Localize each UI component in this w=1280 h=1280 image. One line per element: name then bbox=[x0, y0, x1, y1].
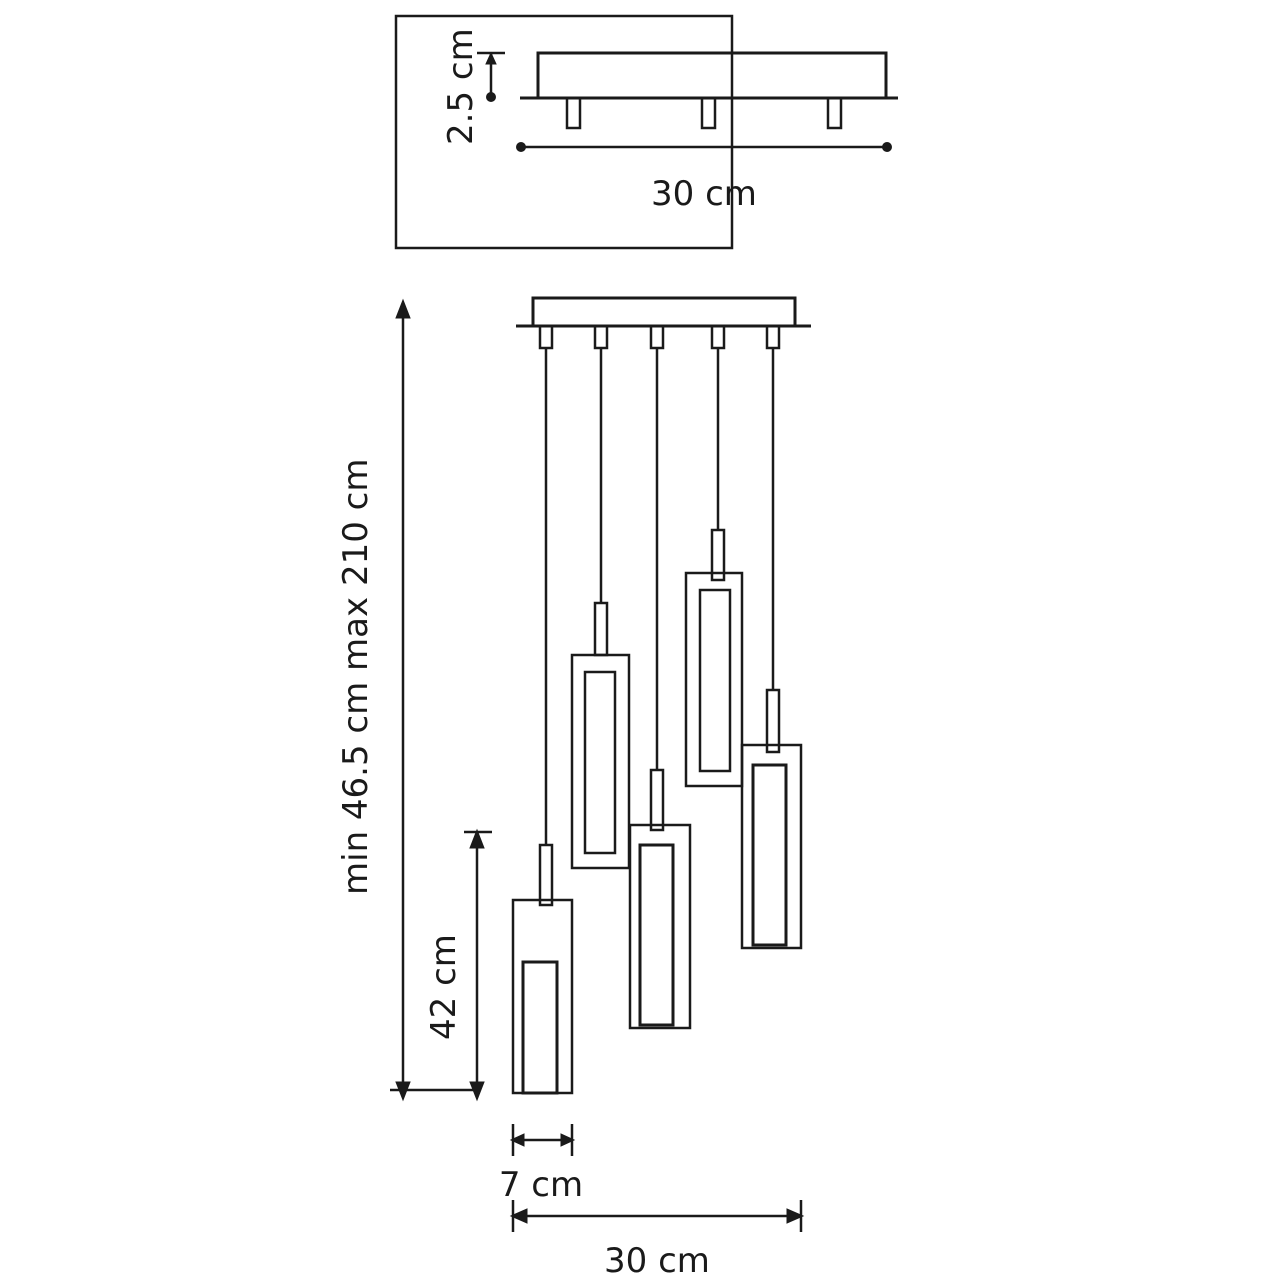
pendant-3-inner-shade bbox=[640, 845, 673, 1025]
pendant-3 bbox=[630, 348, 690, 1028]
pendant-2-inner-shade bbox=[585, 672, 615, 853]
pendant-1-stem bbox=[540, 845, 552, 905]
canopy-height-dimension bbox=[477, 53, 505, 102]
connector-2 bbox=[595, 326, 607, 348]
pendant-4-outer-shade bbox=[686, 573, 742, 786]
canopy-body bbox=[538, 53, 886, 98]
connector-1 bbox=[540, 326, 552, 348]
pendant-5-inner-shade bbox=[753, 765, 786, 945]
pendant-5-outer-shade bbox=[742, 745, 801, 948]
canopy-stem-2 bbox=[702, 98, 715, 128]
total-height-label: min 46.5 cm max 210 cm bbox=[336, 458, 376, 895]
pendant-2 bbox=[572, 348, 629, 868]
canopy-stem-3 bbox=[828, 98, 841, 128]
pendant-1-inner-shade bbox=[523, 962, 557, 1093]
pendant-2-stem bbox=[595, 603, 607, 655]
canopy-width-label: 30 cm bbox=[651, 174, 757, 214]
connector-3 bbox=[651, 326, 663, 348]
pendant-5 bbox=[742, 348, 801, 948]
shade-height-dimension bbox=[464, 830, 492, 1100]
shade-width-label: 7 cm bbox=[498, 1165, 584, 1205]
pendant-1 bbox=[513, 348, 572, 1093]
canopy-stem-1 bbox=[567, 98, 580, 128]
shade-height-label: 42 cm bbox=[424, 934, 464, 1040]
pendant-5-stem bbox=[767, 690, 779, 752]
canopy-width-dimension bbox=[517, 143, 892, 152]
pendant-3-stem bbox=[651, 770, 663, 830]
base-width-label: 30 cm bbox=[604, 1241, 710, 1280]
main-view-group bbox=[390, 298, 811, 1232]
shade-width-dimension bbox=[511, 1124, 574, 1156]
pendant-4 bbox=[686, 348, 742, 786]
pendant-4-inner-shade bbox=[700, 590, 730, 771]
connector-5 bbox=[767, 326, 779, 348]
ceiling-canopy bbox=[533, 298, 795, 326]
pendant-2-outer-shade bbox=[572, 655, 629, 868]
canopy-height-label: 2.5 cm bbox=[441, 28, 481, 145]
connector-4 bbox=[712, 326, 724, 348]
